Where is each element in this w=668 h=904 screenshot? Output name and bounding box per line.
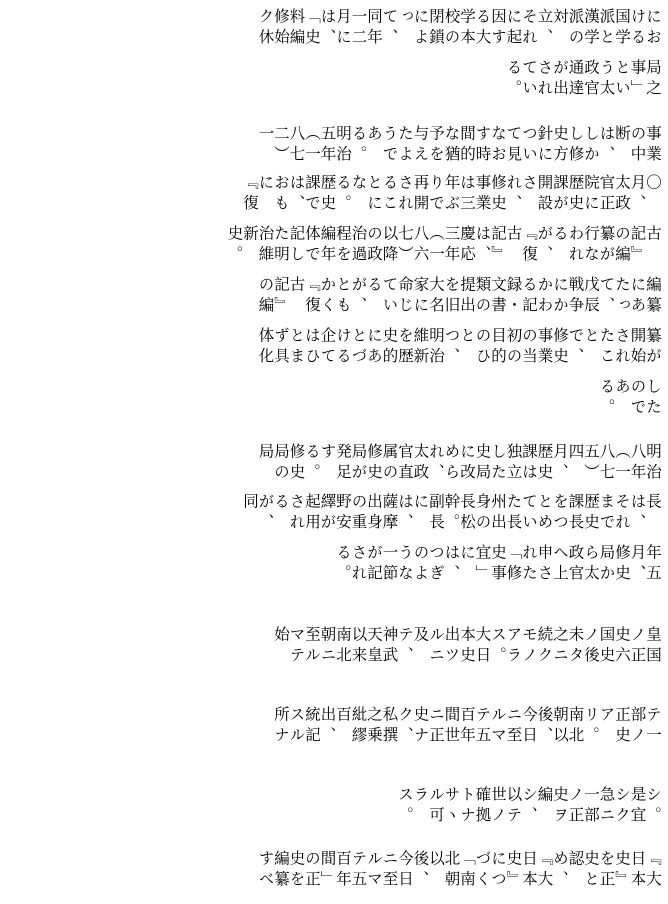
text-column: 局之事」という太政官通達が出されている。 (504, 58, 662, 100)
text-column: 事業の中断は、しかし修史方針について見なおす時間的な猶予を与えたようである。明治五年（一八七二）一 (256, 124, 662, 165)
quote-column: 皇国ノ正史六国史ノ後未タ之ニ続クモノアラス。大日本史出ツルニ及テ、神武天皇以来南北朝ニ至ルマテ始 (272, 625, 662, 667)
text-column: 明治八年（一八七五）四月、歴史課は独立した史局に改められ、太政官直属の修史局が発足する。修史局の局 (256, 443, 662, 484)
text-column: 長は、それまで歴史課長をつとめていた長州出身の長松幹。副長には、薩摩出身の重野安繹が起用されるが、同 (241, 493, 662, 534)
text-column: 『大日本史』を正史と認め、『大日本史』につづく「南北朝以後、今日ニ至ルマテ五百年間」の正史を編纂すべ (256, 849, 662, 891)
quote-column: シ。是宜シク急ニ一部ノ正史ヲ編シ、以テ世ノ確拠トナサヽル可ラス。 (396, 785, 662, 827)
quote-column: テ一部ノ正史アリ。南北朝以後、今日ニ至ルマテ五百年間世ニ正史ナク、私撰之乗紕繆百出、統記スル所ナ (272, 705, 662, 747)
text-column: したのである。 (597, 377, 662, 418)
text-column: 年五月、修史局から太政官へ上申された「修史事宜」には、つぎのような一節が記される。 (334, 544, 662, 585)
text-column: 〇月、太政官正院に歴史課が開設され、修史事業は三年ぶりで再開されることになる。歴史課では、おもに『復 (241, 174, 662, 215)
text-column: における国学派と漢学派の対立、それに起因する大学本校の閉鎖によって、同年一二月には、「史料編修始ク休 (256, 8, 662, 49)
text-column: 編纂にあたって、戊辰戦争にかかわる記録・文書類の提出を旧大名家に命じているが、ともかく『復古記』の編 (256, 276, 662, 317)
text-column: 纂が開始されたことで、修史事業の当初の目的のひとつ、明治維新を歴史的にあとづける企てはひとまず具体化 (256, 326, 662, 368)
vertical-text-body (6, 6, 660, 898)
text-column: 古記』の編纂が行なわれるが、『復古記』は、慶応三年（一八六七）以降の政治過程を編年体で記した明治維新史。 (225, 225, 662, 266)
